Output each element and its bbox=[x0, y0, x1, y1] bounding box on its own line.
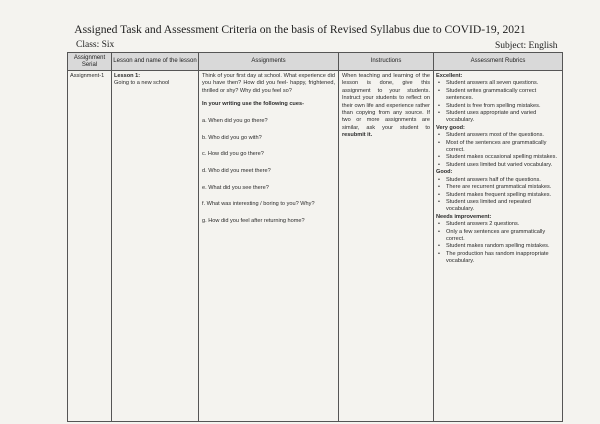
rubric-item: • The production has random inappropriate vocabulary. bbox=[436, 251, 560, 266]
col-divider bbox=[338, 52, 339, 422]
col-divider bbox=[198, 52, 199, 422]
header-serial: Assignment Serial bbox=[68, 53, 111, 70]
rubric-item: • Most of the sentences are grammatically correct. bbox=[436, 140, 560, 155]
cue-item: b. Who did you go with? bbox=[202, 134, 262, 141]
header-rubrics: Assessment Rubrics bbox=[434, 53, 562, 70]
rubric-list bbox=[436, 132, 560, 169]
rubric-list bbox=[436, 221, 560, 265]
cue-item: c. How did you go there? bbox=[202, 151, 264, 158]
rubric-item: • Only a few sentences are grammatically correct. bbox=[436, 229, 560, 244]
rubric-item: • Student answers all seven questions. bbox=[436, 80, 560, 87]
rubric-level-heading: Good: bbox=[436, 169, 453, 176]
rubric-list bbox=[436, 80, 560, 124]
assignment-intro: Think of your first day at school. What experience did you have then? How did you feel- happy, frightened, thrilled or shy? Why did you feel so? bbox=[202, 73, 335, 94]
rubric-item: • Student makes random spelling mistakes. bbox=[436, 243, 560, 250]
rubric-level-heading: Needs improvement: bbox=[436, 213, 492, 220]
rubric-item: • Student answers most of the questions. bbox=[436, 132, 560, 139]
assessment-table bbox=[67, 52, 563, 422]
rubric-item: • There are recurrent grammatical mistakes. bbox=[436, 184, 560, 191]
col-divider bbox=[111, 52, 112, 422]
col-divider bbox=[67, 52, 68, 422]
assignment-cell bbox=[202, 73, 335, 235]
lesson-cell bbox=[114, 73, 197, 88]
rubric-list bbox=[436, 177, 560, 214]
page-title: Assigned Task and Assessment Criteria on the basis of Revised Syllabus due to COVID-19, 2021 bbox=[74, 23, 526, 36]
serial-cell: Assignment-1 bbox=[70, 73, 105, 79]
lesson-name: Going to a new school bbox=[114, 80, 170, 87]
col-divider bbox=[562, 52, 563, 422]
rubric-item: • Student uses limited but varied vocabulary. bbox=[436, 162, 560, 169]
class-label: Class: Six bbox=[76, 40, 115, 50]
assignment-cue-heading: In your writing use the following cues- bbox=[202, 101, 304, 108]
rubric-item: • Student uses appropriate and varied vocabulary. bbox=[436, 110, 560, 125]
header-instructions: Instructions bbox=[339, 53, 433, 70]
rubric-level-heading: Excellent: bbox=[436, 73, 463, 79]
rubric-item: • Student writes grammatically correct sentences. bbox=[436, 88, 560, 103]
rubric-item: • Student answers half of the questions. bbox=[436, 177, 560, 184]
rubric-item: • Student uses limited and repeated vocabulary. bbox=[436, 199, 560, 214]
header-lesson: Lesson and name of the lesson bbox=[112, 53, 198, 70]
cue-item: a. When did you go there? bbox=[202, 117, 268, 124]
cue-item: e. What did you see there? bbox=[202, 184, 269, 191]
rubric-item: • Student makes frequent spelling mistakes. bbox=[436, 192, 560, 199]
instructions-bold: resubmit it. bbox=[342, 132, 373, 139]
rubric-level-heading: Very good: bbox=[436, 124, 465, 131]
subject-label: Subject: English bbox=[495, 41, 558, 51]
rubric-item: • Student is free from spelling mistakes. bbox=[436, 103, 560, 110]
col-divider bbox=[433, 52, 434, 422]
lesson-number: Lesson 1: bbox=[114, 73, 141, 79]
cue-item: d. Who did you meet there? bbox=[202, 168, 271, 175]
rubric-item: • Student answers 2 questions. bbox=[436, 221, 560, 228]
instructions-cell bbox=[342, 73, 430, 140]
cue-item: g. How did you feel after returning home? bbox=[202, 218, 305, 225]
cue-item: f. What was interesting / boring to you? Why? bbox=[202, 201, 315, 208]
header-assignments: Assignments bbox=[199, 53, 338, 70]
rubrics-cell bbox=[436, 73, 560, 266]
header-divider bbox=[67, 70, 563, 71]
rubric-item: • Student makes occasional spelling mistakes. bbox=[436, 154, 560, 161]
instructions-text: When teaching and learning of the lesson is done, give this assignment to your students. Instruct your students to reflect on their own life and experience rather than copying from any source. If two or more assignments are similar, ask your student to bbox=[342, 73, 430, 131]
table-border-bottom bbox=[67, 421, 563, 422]
